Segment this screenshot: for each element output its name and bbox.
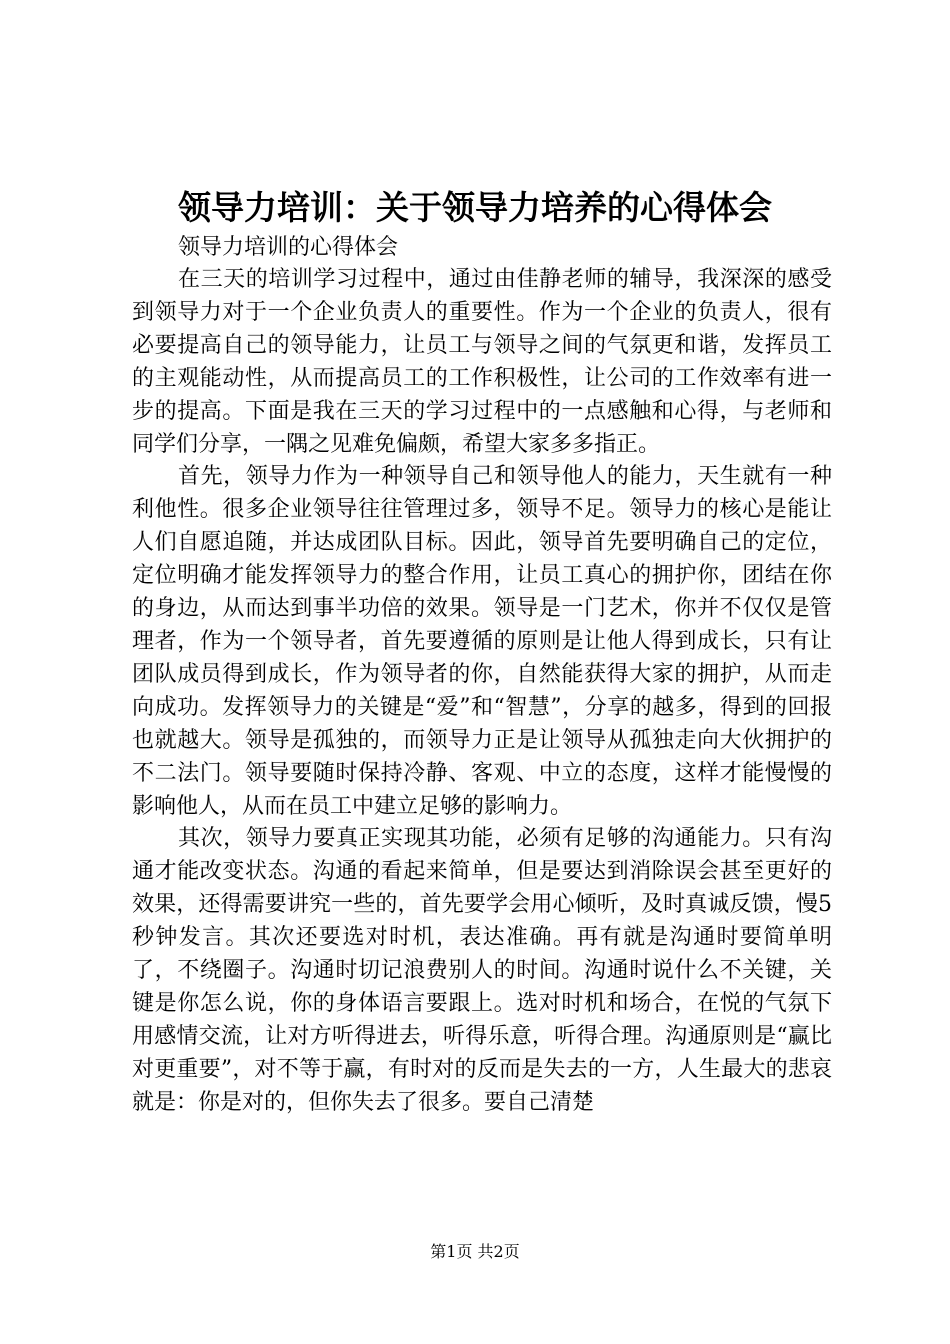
page-footer: 第1页 共2页 — [430, 1242, 520, 1261]
document-body — [132, 231, 832, 1120]
paragraph-2: 首先，领导力作为一种领导自己和领导他人的能力，天生就有一种利他性。很多企业领导往往管理过多，领导不足。领导力的核心是能让人们自愿追随，并达成团队目标。因此，领导首先要明确自己的定位，定位明确才能发挥领导力的整合作用，让员工真心的拥护你，团结在你的身边，从而达到事半功倍的效果。领导是一门艺术，你并不仅仅是管理者，作为一个领导者，首先要遵循的原则是让他人得到成长，只有让团队成员得到成长，作为领导者的你，自然能获得大家的拥护，从而走向成功。发挥领导力的关键是“爱”和“智慧”，分享的越多，得到的回报也就越大。领导是孤独的，而领导力正是让领导从孤独走向大伙拥护的不二法门。领导要随时保持冷静、客观、中立的态度，这样才能慢慢的影响他人，从而在员工中建立足够的影响力。 — [132, 464, 832, 819]
paragraph-3: 其次，领导力要真正实现其功能，必须有足够的沟通能力。只有沟通才能改变状态。沟通的看起来简单，但是要达到消除误会甚至更好的效果，还得需要讲究一些的，首先要学会用心倾听，及时真诚反馈，慢5秒钟发言。其次还要选对时机，表达准确。再有就是沟通时要简单明了，不绕圈子。沟通时切记浪费别人的时间。沟通时说什么不关键，关键是你怎么说，你的身体语言要跟上。选对时机和场合，在悦的气氛下用感情交流，让对方听得进去，听得乐意，听得合理。沟通原则是“赢比对更重要”，对不等于赢，有时对的反而是失去的一方，人生最大的悲哀就是：你是对的，但你失去了很多。要自己清楚 — [132, 826, 832, 1115]
paragraph-1: 在三天的培训学习过程中，通过由佳静老师的辅导，我深深的感受到领导力对于一个企业负责人的重要性。作为一个企业的负责人，很有必要提高自己的领导能力，让员工与领导之间的气氛更和谐，发挥员工的主观能动性，从而提高员工的工作积极性，让公司的工作效率有进一步的提高。下面是我在三天的学习过程中的一点感触和心得，与老师和同学们分享，一隅之见难免偏颇，希望大家多多指正。 — [132, 267, 832, 457]
document-title: 领导力培训：关于领导力培养的心得体会 — [178, 188, 772, 227]
document-subtitle: 领导力培训的心得体会 — [178, 235, 399, 260]
